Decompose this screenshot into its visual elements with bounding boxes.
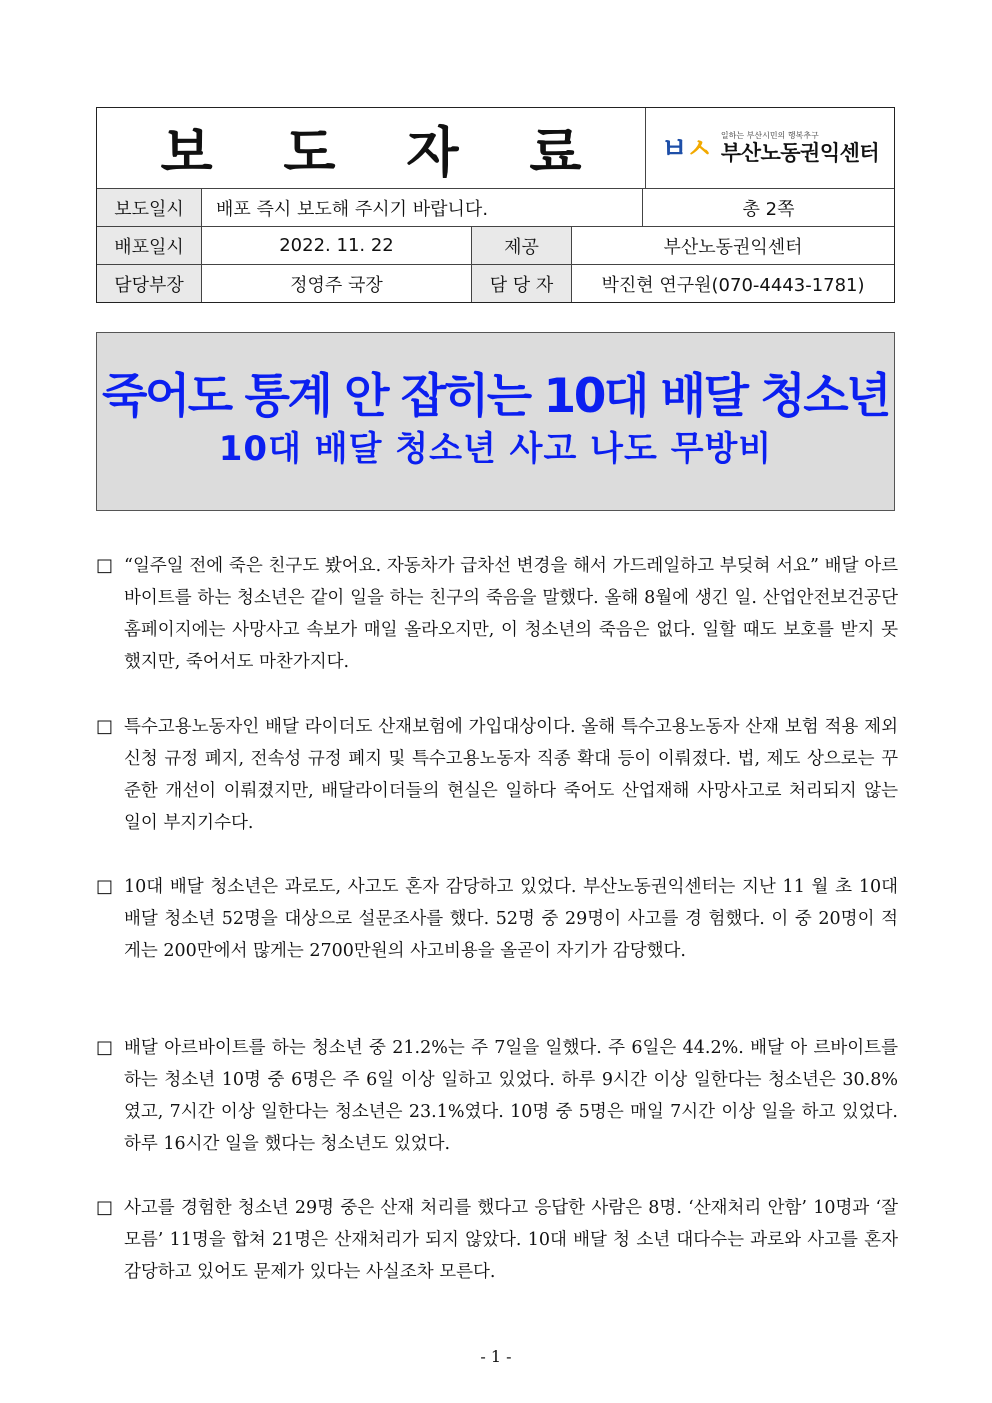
release-date-value: 배포 즉시 보도해 주시기 바랍니다. [201, 189, 642, 226]
bullet-box-icon: □ [96, 716, 114, 737]
headline-subtitle: 10대 배달 청소년 사고 나도 무방비 [218, 428, 773, 469]
contact-person-label: 담 당 자 [471, 265, 571, 302]
paragraph-text: 배달 아르바이트를 하는 청소년 중 21.2%는 주 7일을 일했다. 주 6일은 44.2%. 배달 아 르바이트를 하는 청소년 10명 중 6명은 주 6일 이상 일하고 있었다. 하루 9시간 이상 일한다는 청소년은 30.8%였고, 7시간 이상 일한다는 청소년은 23.1%였다. 10명 중 5명은 매일 7시간 이상 일을 하고 있었다. 하루 16시간 일을 했다는 청소년도 있었다. [124, 1038, 898, 1154]
paragraph-text: 10대 배달 청소년은 과로도, 사고도 혼자 감당하고 있었다. 부산노동권익센터는 지난 11 월 초 10대 배달 청소년 52명을 대상으로 설문조사를 했다. 52명 중 29명이 사고를 경 험했다. 이 중 20명이 적게는 200만에서 많게는 2700만원의 사고비용을 올곧이 자기가 감당했다. [124, 877, 898, 961]
manager-label: 담당부장 [97, 265, 201, 302]
bullet-box-icon: □ [96, 555, 114, 576]
release-date-row [97, 188, 894, 226]
organization-logo [645, 108, 894, 188]
logo-name: 부산노동권익센터 [720, 141, 880, 165]
bullet-box-icon: □ [96, 876, 114, 897]
provider-label: 제공 [471, 227, 571, 264]
paragraph-text: 사고를 경험한 청소년 29명 중은 산재 처리를 했다고 응답한 사람은 8명. ‘산재처리 안함’ 10명과 ‘잘모름’ 11명을 합쳐 21명은 산재처리가 되지 않았다. 10대 배달 청 소년 대다수는 과로와 사고를 혼자 감당하고 있어도 문제가 있다는 사실조차 모른다. [124, 1198, 898, 1282]
distribution-date-value: 2022. 11. 22 [201, 227, 471, 264]
bullet-box-icon: □ [96, 1197, 114, 1218]
header-title-row [97, 108, 894, 188]
release-date-label: 보도일시 [97, 189, 201, 226]
distribution-date-row [97, 226, 894, 264]
paragraph-4 [96, 1032, 898, 1160]
document-title: 보 도 자 료 [160, 119, 608, 184]
headline-box [96, 332, 895, 511]
paragraph-2 [96, 711, 898, 839]
paragraph-text: 특수고용노동자인 배달 라이더도 산재보험에 가입대상이다. 올해 특수고용노동자 산재 보험 적용 제외 신청 규정 폐지, 전속성 규정 폐지 및 특수고용노동자 직종 확대 등이 이뤄졌다. 법, 제도 상으로는 꾸준한 개선이 이뤄졌지만, 배달라이더들의 현실은 일하다 죽어도 산업재해 사망사고로 처리되지 않는 일이 부지기수다. [124, 717, 898, 833]
press-release-header-table [96, 107, 895, 303]
headline-title: 죽어도 통계 안 잡히는 10대 배달 청소년 [101, 368, 890, 424]
manager-value: 정영주 국장 [201, 265, 471, 302]
paragraph-5 [96, 1192, 898, 1288]
page-number: - 1 - [480, 1347, 512, 1366]
bullet-box-icon: □ [96, 1037, 114, 1058]
paragraph-3 [96, 871, 898, 967]
distribution-date-label: 배포일시 [97, 227, 201, 264]
logo-tagline: 일하는 부산시민의 행복추구 [720, 131, 819, 140]
logo-mark-icon: ㅂ ㅅ [660, 132, 713, 165]
page-count: 총 2쪽 [642, 189, 894, 226]
provider-value: 부산노동권익센터 [571, 227, 894, 264]
contact-person-value: 박진현 연구원(070-4443-1781) [571, 265, 894, 302]
paragraph-1 [96, 550, 898, 678]
contact-row [97, 264, 894, 302]
paragraph-text: “일주일 전에 죽은 친구도 봤어요. 자동차가 급차선 변경을 해서 가드레일하고 부딪혀 서요” 배달 아르바이트를 하는 청소년은 같이 일을 하는 친구의 죽음을 말했다. 올해 8월에 생긴 일. 산업안전보건공단 홈페이지에는 사망사고 속보가 매일 올라오지만, 이 청소년의 죽음은 없다. 일할 때도 보호를 받지 못했지만, 죽어서도 마찬가지다. [124, 556, 898, 672]
